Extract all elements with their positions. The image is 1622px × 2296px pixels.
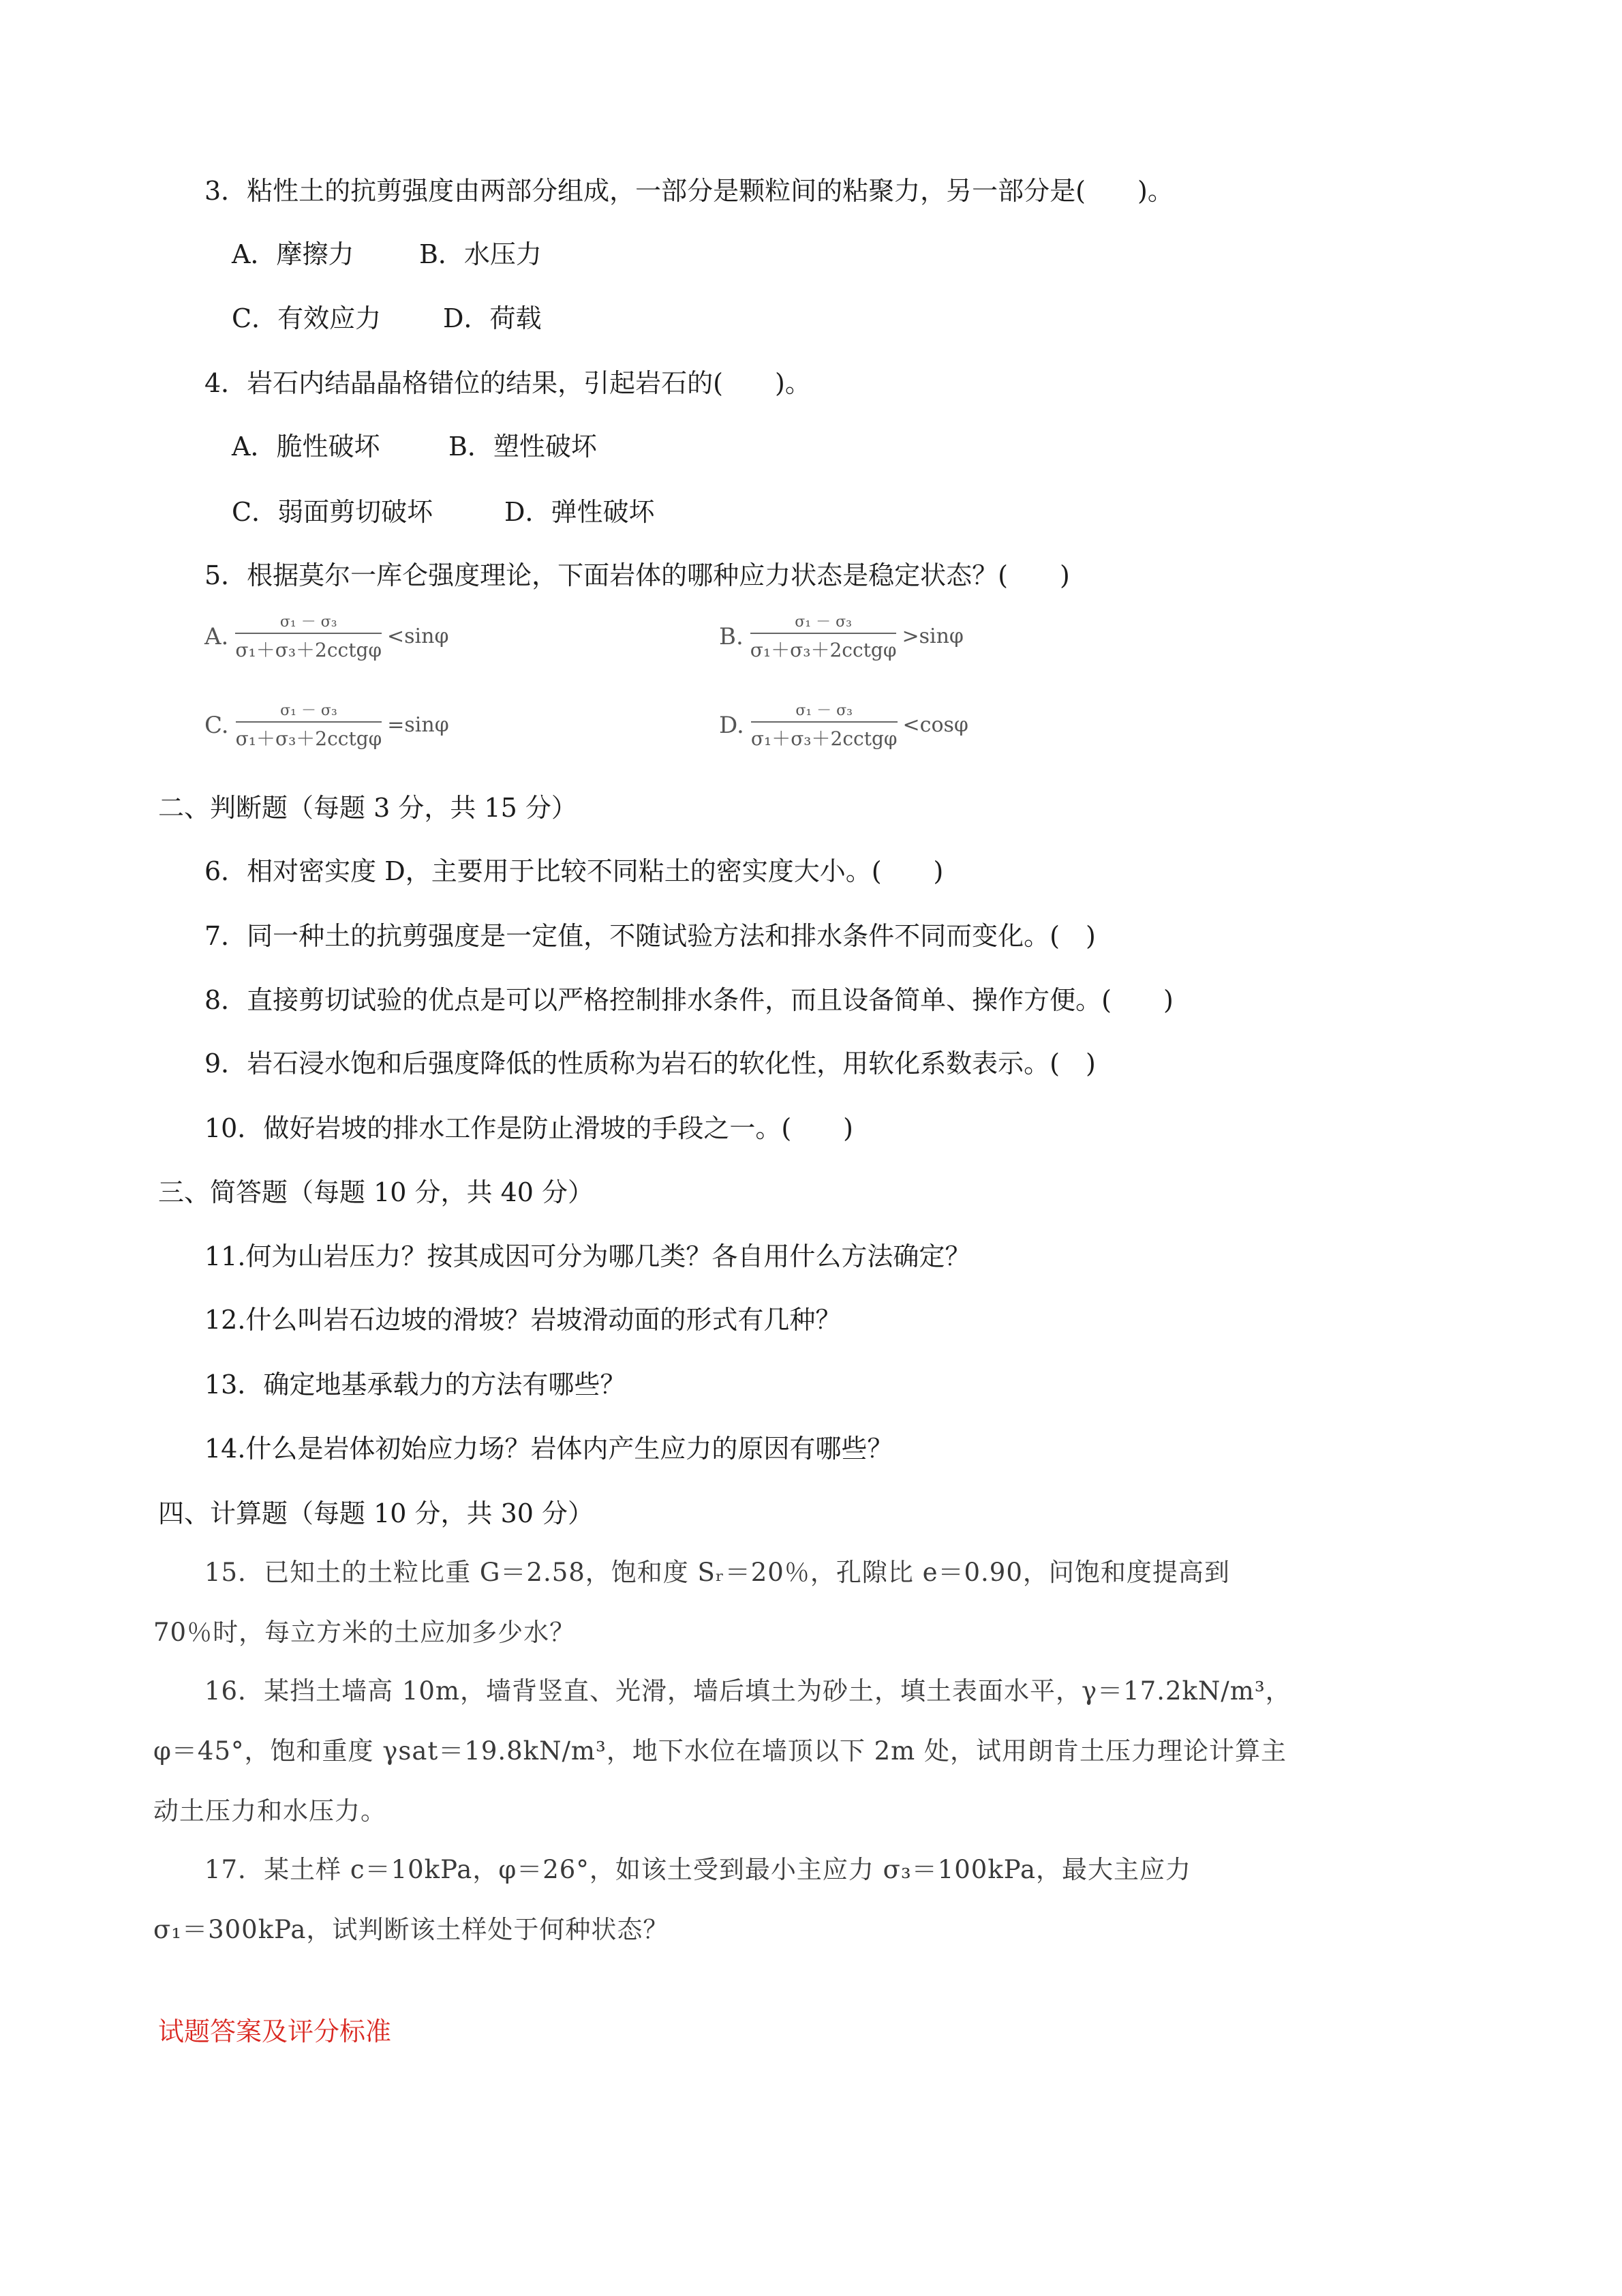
q3-option-d: D．荷载 <box>443 303 542 333</box>
judgement-item: 6．相对密实度 D，主要用于比较不同粘土的密实度大小。( ) <box>204 856 944 886</box>
q4-option-b: B．塑性破坏 <box>448 432 597 462</box>
q5-option-b <box>719 610 964 663</box>
q4-option-d: D．弹性破坏 <box>504 497 655 527</box>
answer-section-title: 试题答案及评分标准 <box>158 2016 392 2046</box>
q3-option-c: C．有效应力 <box>232 303 382 333</box>
q5-option-b-label: B. <box>719 622 744 650</box>
judgement-item: 10．做好岩坡的排水工作是防止滑坡的手段之一。( ) <box>204 1113 854 1143</box>
judgement-item: 9．岩石浸水饱和后强度降低的性质称为岩石的软化性，用软化系数表示。( ) <box>204 1048 1096 1078</box>
short-answer-item: 13．确定地基承载力的方法有哪些？ <box>204 1370 626 1400</box>
judgement-item: 7．同一种土的抗剪强度是一定值，不随试验方法和排水条件不同而变化。( ) <box>204 921 1096 951</box>
q5-option-d-denominator: σ₁＋σ₃＋2cctgφ <box>750 727 898 750</box>
q16-line-2: φ＝45°，饱和重度 γsat＝19.8kN/m³，地下水位在墙顶以下 2m 处，试用朗肯土压力理论计算主 <box>153 1736 1287 1766</box>
q16-line-3: 动土压力和水压力。 <box>153 1796 386 1826</box>
q4-stem: 4．岩石内结晶晶格错位的结果，引起岩石的( )。 <box>204 368 811 398</box>
q5-option-c-rhs: =sinφ <box>387 713 449 737</box>
q5-option-d <box>719 699 968 751</box>
q5-option-a <box>204 610 448 663</box>
q15-line-1: 15．已知土的土粒比重 G＝2.58，饱和度 Sᵣ＝20％，孔隙比 e＝0.90，问饱和度提高到 <box>204 1558 1230 1587</box>
q5-option-c-numerator: σ₁ － σ₃ <box>280 702 337 719</box>
q5-option-a-rhs: <sinφ <box>387 624 449 648</box>
q5-option-b-denominator: σ₁＋σ₃＋2cctgφ <box>750 639 897 661</box>
judgement-item: 8．直接剪切试验的优点是可以严格控制排水条件，而且设备简单、操作方便。( ) <box>204 985 1174 1015</box>
short-answer-item: 11.何为山岩压力？按其成因可分为哪几类？各自用什么方法确定？ <box>204 1241 971 1271</box>
q17-line-2: σ₁＝300kPa，试判断该土样处于何种状态？ <box>153 1915 669 1944</box>
short-answer-item: 12.什么叫岩石边坡的滑坡？岩坡滑动面的形式有几种？ <box>204 1305 842 1335</box>
q5-option-c <box>204 699 449 751</box>
q5-option-b-rhs: >sinφ <box>902 624 964 648</box>
q16-line-1: 16．某挡土墙高 10m，墙背竖直、光滑，墙后填土为砂土，填土表面水平，γ＝17.2kN/m³， <box>204 1676 1291 1706</box>
q17-line-1: 17．某土样 c＝10kPa，φ＝26°，如该土受到最小主应力 σ₃＝100kPa，最大主应力 <box>204 1855 1192 1884</box>
section-3-heading: 三、简答题（每题 10 分，共 40 分） <box>158 1177 594 1207</box>
q5-option-c-label: C. <box>204 711 229 739</box>
q3-option-a: A．摩擦力 <box>232 239 354 269</box>
q5-option-d-numerator: σ₁ － σ₃ <box>795 702 853 719</box>
q3-stem: 3．粘性土的抗剪强度由两部分组成，一部分是颗粒间的粘聚力，另一部分是( )。 <box>204 176 1174 206</box>
q15-line-2: 70％时，每立方米的土应加多少水？ <box>153 1618 576 1647</box>
q4-option-a: A．脆性破坏 <box>232 432 380 462</box>
section-4-heading: 四、计算题（每题 10 分，共 30 分） <box>158 1498 594 1528</box>
q4-option-c: C．弱面剪切破坏 <box>232 497 433 527</box>
q5-option-b-numerator: σ₁ － σ₃ <box>795 614 852 631</box>
q5-option-d-label: D. <box>719 711 744 739</box>
short-answer-item: 14.什么是岩体初始应力场？岩体内产生应力的原因有哪些？ <box>204 1434 893 1464</box>
q5-option-a-denominator: σ₁＋σ₃＋2cctgφ <box>235 639 382 661</box>
q5-option-a-label: A. <box>204 622 229 650</box>
q5-option-c-denominator: σ₁＋σ₃＋2cctgφ <box>235 727 382 750</box>
q5-stem: 5．根据莫尔一库仑强度理论，下面岩体的哪种应力状态是稳定状态？( ) <box>204 560 1070 590</box>
q5-option-a-numerator: σ₁ － σ₃ <box>279 614 337 631</box>
q5-option-d-rhs: <cosφ <box>902 713 968 737</box>
section-2-heading: 二、判断题（每题 3 分，共 15 分） <box>158 793 577 823</box>
q3-option-b: B．水压力 <box>419 239 542 269</box>
